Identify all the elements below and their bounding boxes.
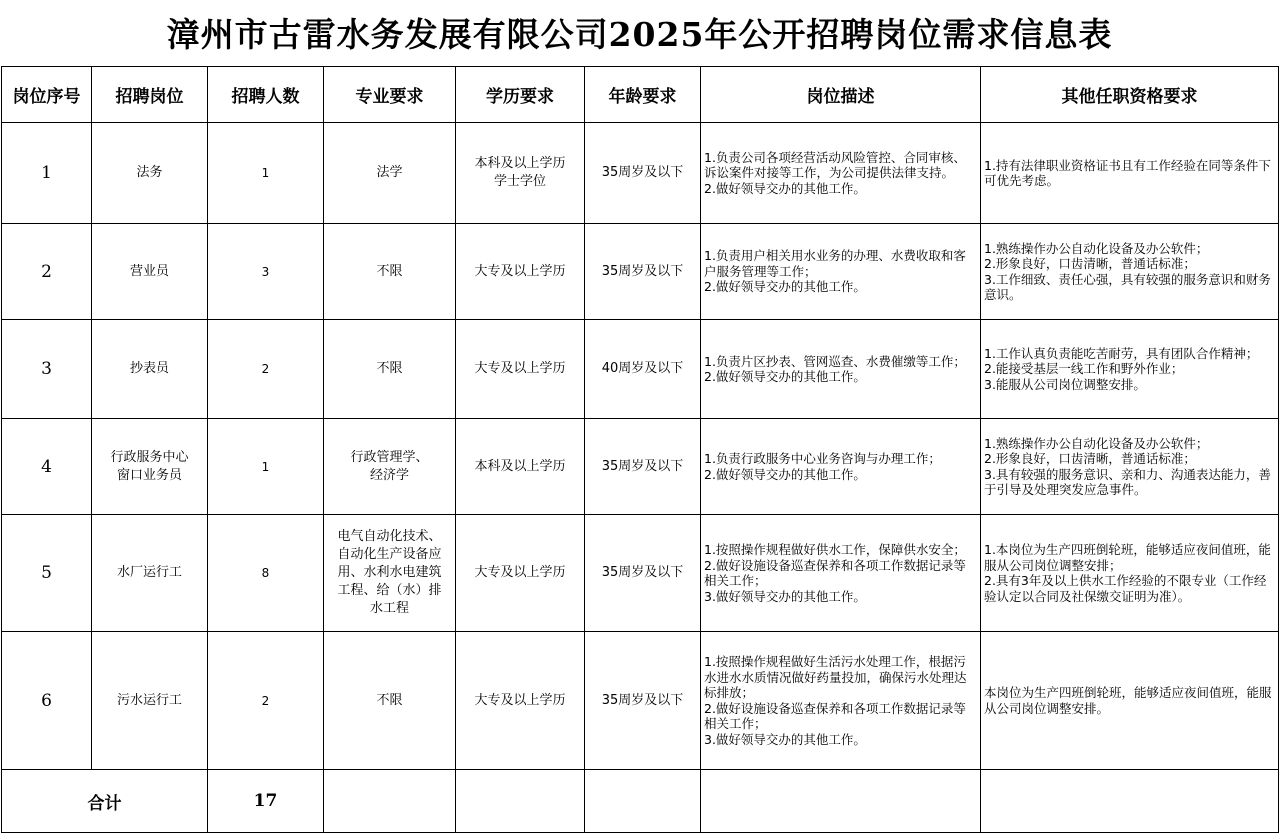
row-age: 35周岁及以下 [585,224,701,320]
row-education: 本科及以上学历 学士学位 [456,123,585,224]
row-count: 2 [208,632,324,770]
row-major: 不限 [324,632,456,770]
header-seq: 岗位序号 [2,67,92,123]
total-label: 合计 [2,770,208,833]
table-row [2,419,1279,515]
row-count: 1 [208,123,324,224]
row-position: 水厂运行工 [92,515,208,632]
row-description: 1.负责公司各项经营活动风险管控、合同审核、诉讼案件对接等工作，为公司提供法律支持。 2.做好领导交办的其他工作。 [701,123,981,224]
total-value: 17 [208,770,324,833]
row-major: 不限 [324,320,456,419]
header-row [2,67,1279,123]
row-age: 35周岁及以下 [585,632,701,770]
row-seq: 1 [2,123,92,224]
row-age: 35周岁及以下 [585,123,701,224]
row-major: 不限 [324,224,456,320]
row-major: 电气自动化技术、 自动化生产设备应 用、水利水电建筑 工程、给（水）排 水工程 [324,515,456,632]
row-seq: 2 [2,224,92,320]
row-count: 1 [208,419,324,515]
row-count: 8 [208,515,324,632]
row-other: 1.工作认真负责能吃苦耐劳，具有团队合作精神； 2.能接受基层一线工作和野外作业； 3.能服从公司岗位调整安排。 [981,320,1279,419]
row-seq: 6 [2,632,92,770]
row-position: 污水运行工 [92,632,208,770]
row-age: 35周岁及以下 [585,419,701,515]
table-row [2,632,1279,770]
row-education: 大专及以上学历 [456,224,585,320]
row-education: 本科及以上学历 [456,419,585,515]
row-description: 1.负责用户相关用水业务的办理、水费收取和客户服务管理等工作； 2.做好领导交办的其他工作。 [701,224,981,320]
header-education: 学历要求 [456,67,585,123]
row-count: 3 [208,224,324,320]
header-description: 岗位描述 [701,67,981,123]
row-seq: 4 [2,419,92,515]
row-position: 行政服务中心 窗口业务员 [92,419,208,515]
row-seq: 5 [2,515,92,632]
row-description: 1.按照操作规程做好生活污水处理工作，根据污水进水水质情况做好药量投加，确保污水处理达标排放； 2.做好设施设备巡查保养和各项工作数据记录等相关工作； 3.做好领导交办的其他工作。 [701,632,981,770]
table-row [2,123,1279,224]
row-other: 1.熟练操作办公自动化设备及办公软件； 2.形象良好，口齿清晰，普通话标准； 3.具有较强的服务意识、亲和力、沟通表达能力，善于引导及处理突发应急事件。 [981,419,1279,515]
header-position: 招聘岗位 [92,67,208,123]
row-education: 大专及以上学历 [456,515,585,632]
row-other: 1.本岗位为生产四班倒轮班，能够适应夜间值班，能服从公司岗位调整安排； 2.具有3年及以上供水工作经验的不限专业（工作经验认定以合同及社保缴交证明为准）。 [981,515,1279,632]
empty-cell [981,770,1279,833]
table-row [2,224,1279,320]
row-other: 本岗位为生产四班倒轮班，能够适应夜间值班，能服从公司岗位调整安排。 [981,632,1279,770]
row-description: 1.负责片区抄表、管网巡查、水费催缴等工作； 2.做好领导交办的其他工作。 [701,320,981,419]
header-count: 招聘人数 [208,67,324,123]
row-other: 1.熟练操作办公自动化设备及办公软件； 2.形象良好，口齿清晰，普通话标准； 3.工作细致、责任心强，具有较强的服务意识和财务意识。 [981,224,1279,320]
row-education: 大专及以上学历 [456,632,585,770]
row-other: 1.持有法律职业资格证书且有工作经验在同等条件下可优先考虑。 [981,123,1279,224]
page-title: 漳州市古雷水务发展有限公司2025年公开招聘岗位需求信息表 [166,15,1113,54]
row-description: 1.负责行政服务中心业务咨询与办理工作； 2.做好领导交办的其他工作。 [701,419,981,515]
empty-cell [456,770,585,833]
empty-cell [701,770,981,833]
row-count: 2 [208,320,324,419]
row-seq: 3 [2,320,92,419]
header-age: 年龄要求 [585,67,701,123]
row-major: 法学 [324,123,456,224]
header-other: 其他任职资格要求 [981,67,1279,123]
row-position: 法务 [92,123,208,224]
empty-cell [585,770,701,833]
row-major: 行政管理学、 经济学 [324,419,456,515]
row-position: 抄表员 [92,320,208,419]
table-row [2,515,1279,632]
row-age: 35周岁及以下 [585,515,701,632]
row-description: 1.按照操作规程做好供水工作，保障供水安全； 2.做好设施设备巡查保养和各项工作数据记录等相关工作； 3.做好领导交办的其他工作。 [701,515,981,632]
table-row [2,320,1279,419]
total-row [2,770,1279,833]
empty-cell [324,770,456,833]
row-education: 大专及以上学历 [456,320,585,419]
row-position: 营业员 [92,224,208,320]
header-major: 专业要求 [324,67,456,123]
recruitment-table [1,66,1279,833]
row-age: 40周岁及以下 [585,320,701,419]
